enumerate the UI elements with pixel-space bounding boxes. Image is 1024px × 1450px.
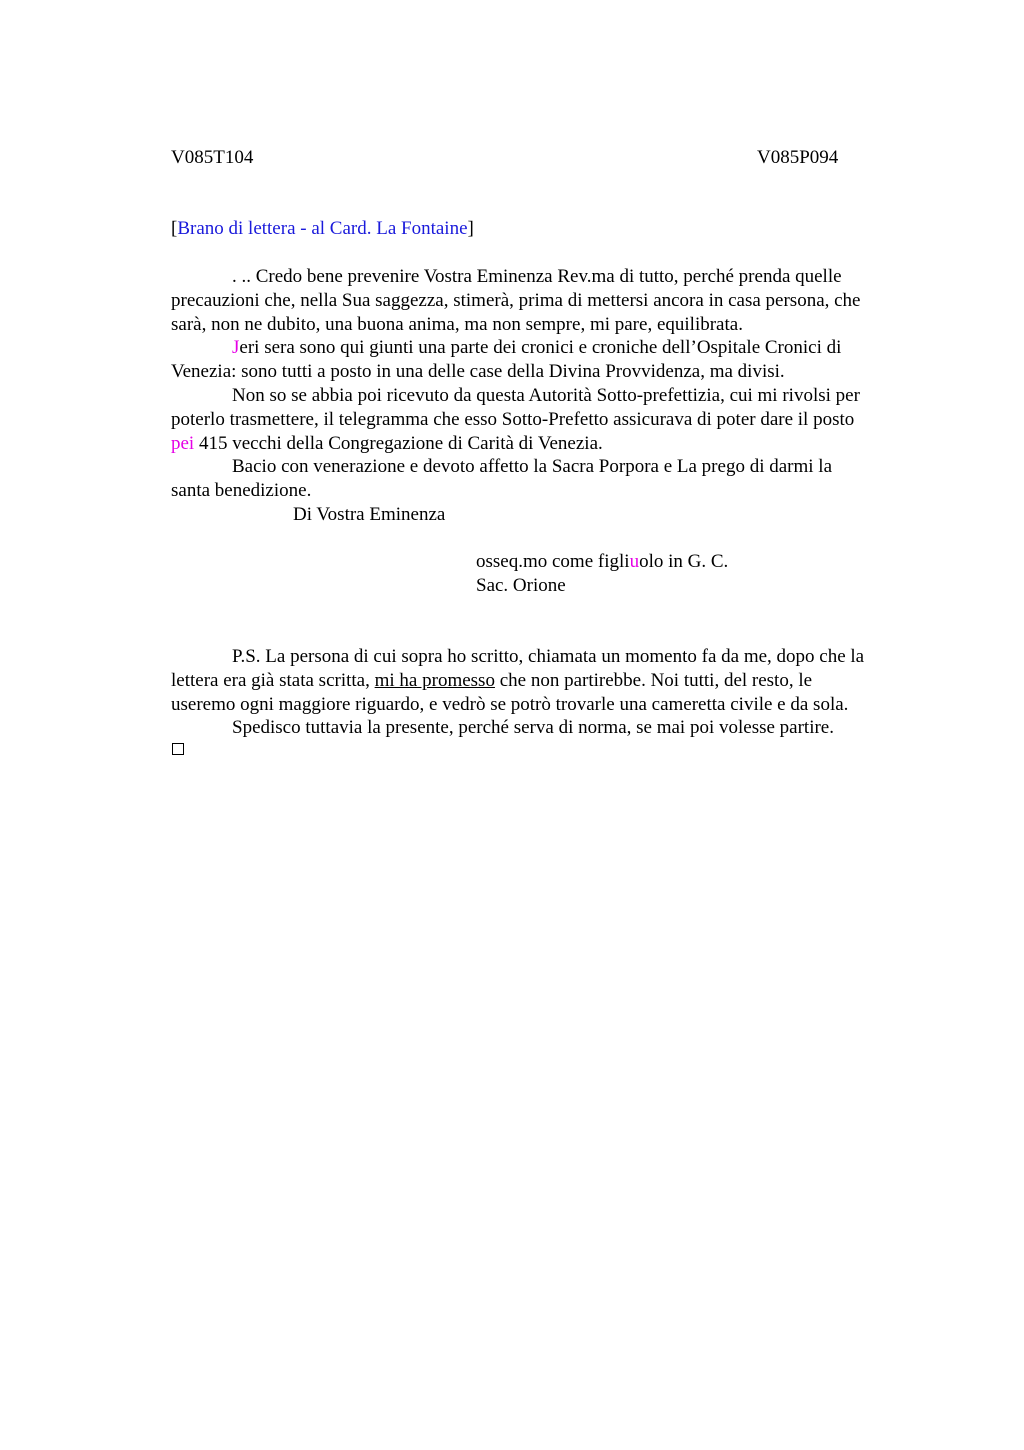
ps-underlined-phrase: mi ha promesso [374, 669, 495, 691]
p1-line-2: precauzioni che, nella Sua saggezza, stimerà, prima di mettersi ancora in casa persona, che [171, 289, 861, 311]
salutation: Di Vostra Eminenza [293, 504, 446, 525]
p3-line-3-rest: 415 vecchi della Congregazione di Carità di Venezia. [194, 432, 603, 454]
ps-line-2 [171, 669, 926, 693]
ps-line-2-b: che non partirebbe. Noi tutti, del resto, le [494, 669, 813, 691]
signature-line-1 [476, 550, 728, 574]
p4-line-1: Bacio con venerazione e devoto affetto la Sacra Porpora e La prego di darmi la [232, 456, 833, 478]
signature-name: Sac. Orione [476, 575, 566, 596]
letter-body [171, 265, 926, 503]
title-close-bracket: ] [467, 218, 474, 239]
ps-line-2-a: lettera era già stata scritta, [171, 669, 375, 691]
end-square-icon [172, 743, 184, 755]
volume-code-left: V085T104 [171, 147, 254, 168]
sign1-highlight: u [629, 551, 640, 572]
p1-line-1: . .. Credo bene prevenire Vostra Eminenza Rev.ma di tutto, perché prenda quelle [232, 266, 842, 287]
postscript [171, 645, 926, 740]
sign1-part-c: olo in G. C. [639, 551, 729, 572]
title-text: Brano di lettera - al Card. La Fontaine [177, 218, 468, 239]
p3-line-2: poterlo trasmettere, il telegramma che esso Sotto-Prefetto assicurava di poter dare il posto [171, 408, 855, 430]
p4-line-2: santa benedizione. [171, 480, 312, 502]
p2-line-1 [171, 336, 926, 360]
ps-line-3: useremo ogni maggiore riguardo, e vedrò se potrò trovarle una cameretta civile e da sola. [171, 693, 849, 715]
p3-highlight-word: pei [171, 432, 195, 454]
p2-initial: J [232, 337, 240, 359]
p1-line-3: sarà, non ne dubito, una buona anima, ma non sempre, mi pare, equilibrata. [171, 313, 743, 335]
ps-line-4: Spedisco tuttavia la presente, perché serva di norma, se mai poi volesse partire. [232, 717, 834, 739]
title-open-bracket: [ [171, 218, 178, 239]
sign1-part-a: osseq.mo come figli [476, 551, 630, 572]
p2-line-1-rest: eri sera sono qui giunti una parte dei cronici e croniche dell’Ospitale Cronici di [239, 337, 842, 359]
p3-line-3 [171, 432, 926, 456]
ps-line-1: P.S. La persona di cui sopra ho scritto, chiamata un momento fa da me, dopo che la [232, 646, 865, 667]
letter-title [171, 217, 474, 241]
page-code-right: V085P094 [757, 147, 839, 168]
p2-line-2: Venezia: sono tutti a posto in una delle case della Divina Provvidenza, ma divisi. [171, 361, 785, 383]
p3-line-1: Non so se abbia poi ricevuto da questa Autorità Sotto-prefettizia, cui mi rivolsi per [232, 384, 860, 406]
